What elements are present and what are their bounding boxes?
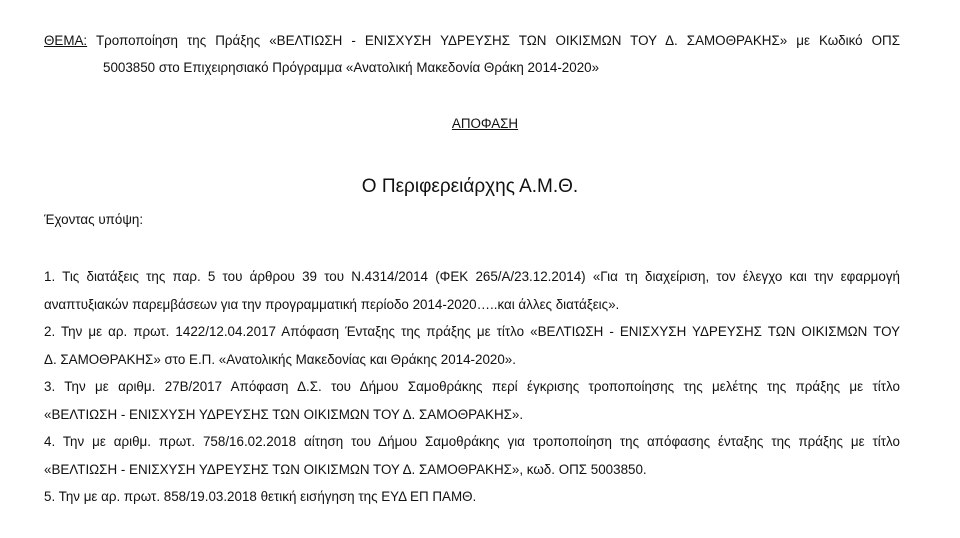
list-item-line-1: 3. Την με αριθμ. 27Β/2017 Απόφαση Δ.Σ. του Δήμου Σαμοθράκης περί έγκρισης τροποποίησης της μελέτης της πράξης με τίτλο: [44, 379, 900, 394]
list-item-line-1: 4. Την με αριθμ. πρωτ. 758/16.02.2018 αίτηση του Δήμου Σαμοθράκης για τροποποίηση της απόφασης ένταξης της πράξης με τίτλο: [44, 434, 900, 449]
subject-text-1: Τροποποίηση της Πράξης «ΒΕΛΤΙΩΣΗ - ΕΝΙΣΧΥΣΗ ΥΔΡΕΥΣΗΣ ΤΩΝ ΟΙΚΙΣΜΩΝ ΤΟΥ Δ. ΣΑΜΟΘΡΑΚΗΣ» με Κωδικό ΟΠΣ: [95, 33, 900, 48]
list-item-line-2: αναπτυξιακών παρεμβάσεων για την προγραμματική περίοδο 2014-2020…..και άλλες διατάξεις».: [44, 296, 620, 312]
list-item-line-1: 2. Την με αρ. πρωτ. 1422/12.04.2017 Απόφαση Ένταξης της πράξης με τίτλο «ΒΕΛΤΙΩΣΗ - ΕΝΙΣΧΥΣΗ ΥΔΡΕΥΣΗΣ ΤΩΝ ΟΙΚΙΣΜΩΝ ΤΟΥ: [44, 324, 900, 339]
list-item-line-2: Δ. ΣΑΜΟΘΡΑΚΗΣ» στο Ε.Π. «Ανατολικής Μακεδονίας και Θράκης 2014-2020».: [44, 351, 516, 367]
decision-heading: ΑΠΟΦΑΣΗ: [451, 116, 519, 131]
issuer-title: Ο Περιφερειάρχης Α.Μ.Θ.: [361, 176, 579, 197]
subject-label: ΘΕΜΑ:: [44, 33, 88, 48]
subject-line-1: [44, 27, 900, 54]
list-item-line-1: 5. Την με αρ. πρωτ. 858/19.03.2018 θετική εισήγηση της ΕΥΔ ΕΠ ΠΑΜΘ.: [44, 489, 477, 504]
list-item-line-2: «ΒΕΛΤΙΩΣΗ - ΕΝΙΣΧΥΣΗ ΥΔΡΕΥΣΗΣ ΤΩΝ ΟΙΚΙΣΜΩΝ ΤΟΥ Δ. ΣΑΜΟΘΡΑΚΗΣ», κωδ. ΟΠΣ 5003850.: [44, 461, 647, 477]
list-item: [44, 318, 900, 373]
considering-label: Έχοντας υπόψη:: [44, 212, 144, 227]
list-item: [44, 373, 900, 428]
list-item: [44, 428, 900, 483]
list-item: [44, 483, 900, 511]
list-item-line-1: 1. Τις διατάξεις της παρ. 5 του άρθρου 39 του Ν.4314/2014 (ΦΕΚ 265/Α/23.12.2014) «Για τη διαχείριση, τον έλεγχο και την εφαρμογή: [44, 269, 900, 284]
considerations-list: [44, 263, 900, 511]
subject-line-2: 5003850 στο Επιχειρησιακό Πρόγραμμα «Ανατολική Μακεδονία Θράκη 2014-2020»: [103, 60, 600, 75]
list-item-line-2: «ΒΕΛΤΙΩΣΗ - ΕΝΙΣΧΥΣΗ ΥΔΡΕΥΣΗΣ ΤΩΝ ΟΙΚΙΣΜΩΝ ΤΟΥ Δ. ΣΑΜΟΘΡΑΚΗΣ».: [44, 406, 524, 422]
list-item: [44, 263, 900, 318]
decision-heading-row: [0, 112, 960, 136]
